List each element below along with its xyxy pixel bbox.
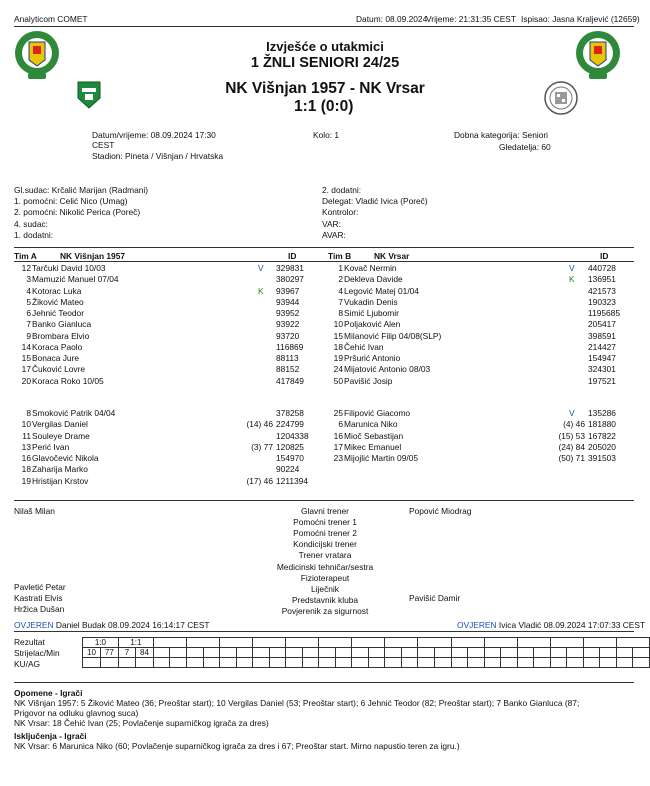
score-cell: 1:0 [83, 638, 119, 648]
cards-cell [385, 658, 402, 668]
cards-cell [302, 658, 319, 668]
player-name: Smoković Patrik 04/04 [32, 408, 116, 418]
player-number: 25 [333, 408, 343, 418]
player-name: Filipović Giacomo [344, 408, 411, 418]
expulsions-title: Isključenja - Igrači [14, 731, 87, 741]
cards-cell [286, 658, 303, 668]
player-substitution: (3) 77 [251, 441, 273, 452]
player-id: 380297 [276, 274, 304, 285]
scorer-cell [269, 648, 286, 658]
player-id: 1195685 [588, 308, 620, 318]
official-left-1: 1. pomoćni: Celić Nico (Umag) [14, 196, 128, 207]
cards-cell [567, 658, 584, 668]
scorer-cell [517, 648, 534, 658]
result-grid-row [83, 658, 650, 668]
print-date: Datum: 08.09.2024 [356, 14, 428, 24]
player-substitution: (4) 46 [563, 419, 585, 430]
cards-cell [434, 658, 451, 668]
cards-cell [220, 658, 237, 668]
cards-cell [616, 658, 633, 668]
score-cell [451, 638, 484, 648]
staff-role: Glavni trener [301, 506, 349, 516]
player-number: 17 [333, 441, 343, 452]
scorer-cell [170, 648, 187, 658]
player-name: Milanović Filip 04/08(SLP) [344, 330, 442, 341]
player-role-mark: K [569, 274, 575, 285]
player-id: 88113 [276, 353, 299, 363]
score-cell [418, 638, 451, 648]
player-number: 1 [338, 263, 343, 273]
header-divider [14, 26, 634, 27]
player-name: Tarčuki David 10/03 [32, 263, 106, 273]
competition-title: 1 ŽNLI SENIORI 24/25 [250, 55, 400, 71]
player-id: 214427 [588, 341, 616, 352]
player-number: 16 [21, 453, 31, 463]
score-cell [550, 638, 583, 648]
player-number: 11 [22, 430, 31, 441]
cards-cell [534, 658, 551, 668]
cards-cell [253, 658, 270, 668]
score-cell [616, 638, 649, 648]
score-cell [319, 638, 352, 648]
official-right-4: AVAR: [322, 229, 346, 240]
player-number: 6 [338, 419, 343, 430]
scorer-cell [600, 648, 617, 658]
cards-cell [418, 658, 435, 668]
cards-cell [335, 658, 352, 668]
print-time: Vrijeme: 21:31:35 CEST [426, 14, 516, 24]
result-grid-row [83, 638, 650, 648]
player-id: 135286 [588, 408, 616, 418]
score-cell [187, 638, 220, 648]
scorer-cell [203, 648, 220, 658]
scorer-cell [534, 648, 551, 658]
player-id: 88152 [276, 364, 300, 375]
cards-cell [319, 658, 336, 668]
cards-cell [83, 658, 101, 668]
cards-cell [269, 658, 286, 668]
player-number: 7 [26, 319, 31, 330]
team-a-head-coach: Nilaš Milan [14, 506, 55, 516]
score-cell [484, 638, 517, 648]
official-left-2: 2. pomoćni: Nikolić Perica (Poreč) [14, 207, 141, 218]
official-left-0: Gl.sudac: Krčalić Marijan (Radmani) [14, 185, 149, 195]
scorer-cell [220, 648, 237, 658]
player-number: 19 [333, 353, 343, 363]
cards-cell [401, 658, 418, 668]
player-number: 8 [26, 408, 31, 418]
cards-cell [583, 658, 600, 668]
scorer-cell [468, 648, 485, 658]
player-role-mark: V [258, 263, 264, 273]
cards-cell [600, 658, 617, 668]
staff-role: Pomoćni trener 2 [293, 528, 357, 539]
cards-cell [451, 658, 468, 668]
team-b-verified [457, 620, 645, 630]
score-cell [153, 638, 186, 648]
verified-text-a: Daniel Budak 08.09.2024 16:14:17 CEST [55, 620, 210, 630]
player-id: 391503 [588, 453, 616, 463]
player-id: 190323 [588, 296, 616, 307]
player-id: 197521 [588, 375, 616, 386]
printed-by: Ispisao: Jasna Kraljević (12659) [521, 14, 640, 24]
player-id: 205417 [588, 319, 616, 330]
cards-cell [501, 658, 518, 668]
scorer-cell [451, 648, 468, 658]
player-substitution: (50) 71 [558, 453, 585, 463]
player-id: 93944 [276, 296, 300, 307]
score-cell [385, 638, 418, 648]
player-id: 90224 [276, 464, 300, 475]
staff-role: Predstavnik kluba [291, 594, 359, 605]
cards-cell [468, 658, 485, 668]
player-number: 5 [26, 296, 31, 307]
player-id: 205020 [588, 441, 616, 452]
player-name: Poljaković Alen [344, 319, 401, 330]
cards-cell [633, 658, 650, 668]
team-b-label: Tim B [328, 251, 352, 261]
player-number: 15 [21, 353, 31, 363]
player-role-mark: K [258, 285, 264, 296]
expulsion-line: NK Vrsar: 6 Marunica Niko (60; Povlačenje suparničkog igrača za dres i 67; Preoštar start. Mirno napustio teren za igru.) [14, 741, 460, 751]
player-name: Kovač Nermin [344, 263, 397, 273]
player-number: 8 [338, 308, 343, 318]
cards-cell [118, 658, 135, 668]
result-grid-row [83, 648, 650, 658]
official-right-0: 2. dodatni: [322, 185, 362, 195]
player-name: Simić Ljubomir [344, 308, 399, 318]
team-a-doctor: Pavletić Petar [14, 582, 66, 592]
team-a-verified [14, 620, 210, 630]
scorer-cell [335, 648, 352, 658]
player-name: Mijatović Antonio 08/03 [344, 364, 431, 375]
grid-label-result: Rezultat [14, 637, 45, 647]
player-number: 18 [21, 464, 31, 475]
cards-cell [236, 658, 253, 668]
player-id: 224799 [276, 419, 304, 430]
score-cell [220, 638, 253, 648]
cards-cell [187, 658, 204, 668]
official-left-4: 1. dodatni: [14, 229, 54, 240]
scorer-cell: 7 [118, 648, 135, 658]
player-number: 50 [333, 375, 343, 386]
scorer-cell [368, 648, 385, 658]
caution-line: Prigovor na odluku glavnog suca) [14, 708, 139, 718]
match-stadium: Stadion: Pineta / Višnjan / Hrvatska [92, 151, 224, 161]
scorer-cell [153, 648, 170, 658]
verified-divider [14, 631, 634, 632]
player-number: 2 [338, 274, 343, 285]
official-left-3: 4. sudac: [14, 218, 48, 229]
player-number: 10 [333, 319, 343, 330]
player-number: 6 [26, 308, 31, 318]
match-datetime: Datum/vrijeme: 08.09.2024 17:30 [92, 130, 216, 140]
cards-cell [100, 658, 118, 668]
staff-role: Kondicijski trener [293, 539, 357, 550]
player-substitution: (14) 46 [246, 419, 273, 430]
scorer-cell [501, 648, 518, 658]
grid-label-cards: KU/AG [14, 659, 41, 669]
player-name: Hristijan Krstov [32, 475, 89, 486]
scorer-cell [434, 648, 451, 658]
player-name: Perić Ivan [32, 441, 70, 452]
team-a-club-rep: Kastrati Elvis [14, 593, 63, 603]
player-role-mark: V [569, 263, 575, 273]
scorer-cell [418, 648, 435, 658]
player-id: 116869 [276, 341, 304, 352]
player-substitution: (17) 46 [246, 475, 273, 486]
official-right-3: VAR: [322, 218, 341, 229]
report-title: Izvješće o utakmici [266, 39, 384, 54]
scorer-cell: 77 [100, 648, 118, 658]
age-category: Dobna kategorija: Seniori [454, 130, 549, 140]
player-number: 4 [26, 285, 31, 296]
official-right-2: Kontrolor: [322, 207, 359, 218]
player-id: 1211394 [276, 475, 308, 486]
player-name: Glavočević Nikola [32, 453, 99, 463]
player-id: 154947 [588, 353, 616, 363]
player-name: Mamuzić Manuel 07/04 [32, 274, 119, 285]
staff-role: Povjerenik za sigurnost [281, 605, 369, 616]
player-substitution: (24) 84 [558, 441, 585, 452]
cards-cell [517, 658, 534, 668]
scorer-cell [567, 648, 584, 658]
team-a-label: Tim A [14, 251, 37, 261]
cards-cell [368, 658, 385, 668]
grid-label-scorer: Strijelac/Min [14, 648, 60, 658]
cards-cell [136, 658, 154, 668]
player-number: 9 [26, 330, 31, 341]
player-name: Pavišić Josip [344, 375, 393, 386]
player-name: Čehić Ivan [344, 341, 384, 352]
player-number: 24 [333, 364, 343, 375]
player-name: Pršurić Antonio [344, 353, 401, 363]
score-cell [352, 638, 385, 648]
player-name: Žiković Mateo [32, 296, 84, 307]
player-name: Čuković Lovre [32, 364, 86, 375]
player-id: 136951 [588, 274, 616, 285]
player-name: Koraca Paolo [32, 341, 83, 352]
player-name: Legović Matej 01/04 [344, 285, 419, 296]
team-b-id-header: ID [600, 251, 609, 261]
cards-cell [550, 658, 567, 668]
player-number: 3 [26, 274, 31, 285]
cautions-title: Opomene - Igrači [14, 688, 83, 698]
player-id: 93720 [276, 330, 300, 341]
player-id: 167822 [588, 430, 616, 441]
staff-role: Fizioterapeut [300, 572, 350, 583]
player-number: 23 [333, 453, 343, 463]
player-number: 18 [333, 341, 343, 352]
staff-role: Medicinski tehničar/sestra [276, 561, 374, 572]
scorer-cell [286, 648, 303, 658]
player-number: 7 [338, 296, 343, 307]
score-cell [253, 638, 286, 648]
player-id: 154970 [276, 453, 304, 463]
cards-cell [153, 658, 170, 668]
player-id: 93922 [276, 319, 300, 330]
match-round: Kolo: 1 [313, 130, 340, 140]
scorer-cell [633, 648, 650, 658]
verified-text-b: Ivica Vladić 08.09.2024 17:07:33 CEST [498, 620, 646, 630]
team-a-security: Hržica Dušan [14, 604, 65, 614]
player-id: 378258 [276, 408, 304, 418]
scorer-cell [550, 648, 567, 658]
scorer-cell [319, 648, 336, 658]
player-id: 398591 [588, 330, 616, 341]
staff-role: Liječnik [311, 583, 339, 594]
scorer-cell: 84 [136, 648, 154, 658]
player-number: 19 [21, 475, 31, 486]
player-name: Brombara Elvio [32, 330, 90, 341]
player-name: Kotorac Luka [32, 285, 82, 296]
caution-line: NK Višnjan 1957: 5 Žiković Mateo (36; Preoštar start); 10 Vergilas Daniel (53; Preoštar start); 6 Jehnić Teodor (82; Preoštar start); 7 Banko Gianluca (87; [14, 698, 580, 708]
player-role-mark: V [569, 408, 575, 418]
team-b-head-coach: Popović Miodrag [409, 506, 472, 516]
player-name: Marunica Niko [344, 419, 398, 430]
staff-role: Pomoćni trener 1 [293, 517, 357, 528]
scorer-cell [484, 648, 501, 658]
cards-cell [352, 658, 369, 668]
player-id: 324301 [588, 364, 616, 375]
staff-role: Trener vratara [298, 550, 352, 561]
scorer-cell [352, 648, 369, 658]
spectators: Gledatelja: 60 [499, 142, 551, 152]
player-id: 93967 [276, 285, 300, 296]
scorer-cell: 10 [83, 648, 101, 658]
scorer-cell [187, 648, 204, 658]
player-name: Mikec Emanuel [344, 441, 402, 452]
player-id: 440728 [588, 263, 616, 273]
player-number: 16 [333, 430, 343, 441]
player-name: Mioč Sebastijan [344, 430, 404, 441]
scorer-cell [302, 648, 319, 658]
scorer-cell [385, 648, 402, 658]
scorer-cell [253, 648, 270, 658]
player-name: Vukadin Denis [344, 296, 398, 307]
team-a-id-header: ID [288, 251, 297, 261]
player-name: Koraca Roko 10/05 [32, 375, 104, 386]
player-id: 181880 [588, 419, 616, 430]
result-grid [82, 637, 650, 668]
player-number: 15 [333, 330, 343, 341]
player-number: 14 [21, 341, 31, 352]
score-cell [517, 638, 550, 648]
player-name: Bonaca Jure [32, 353, 80, 363]
verified-label-a: OVJEREN [14, 620, 54, 630]
official-right-1: Delegat: Vladić Ivica (Poreč) [322, 196, 428, 207]
player-number: 17 [21, 364, 31, 375]
scorer-cell [236, 648, 253, 658]
scorer-cell [583, 648, 600, 658]
match-score: 1:1 (0:0) [294, 98, 354, 115]
player-name: Mijojlić Martin 09/05 [344, 453, 419, 463]
player-number: 12 [21, 263, 31, 273]
match-title: NK Višnjan 1957 - NK Vrsar [225, 80, 425, 97]
player-name: Dekleva Davide [344, 274, 403, 285]
player-number: 10 [21, 419, 31, 430]
teams-divider-top [14, 247, 634, 248]
grid-divider [14, 682, 634, 683]
cards-cell [170, 658, 187, 668]
match-timezone: CEST [92, 140, 115, 150]
team-b-name: NK Vrsar [374, 251, 410, 261]
app-name: Analyticom COMET [14, 14, 88, 24]
score-cell [583, 638, 616, 648]
player-name: Vergilas Daniel [32, 419, 88, 430]
cards-cell [203, 658, 220, 668]
player-id: 329831 [276, 263, 304, 273]
player-id: 417849 [276, 375, 304, 386]
player-substitution: (15) 53 [558, 430, 585, 441]
staff-divider [14, 500, 634, 501]
scorer-cell [401, 648, 418, 658]
player-name: Banko Gianluca [32, 319, 92, 330]
player-number: 13 [21, 441, 31, 452]
team-b-club-rep: Pavišić Damir [409, 593, 461, 603]
scorer-cell [616, 648, 633, 658]
player-number: 4 [338, 285, 343, 296]
verified-label-b: OVJEREN [457, 620, 497, 630]
player-id: 93952 [276, 308, 300, 318]
caution-line: NK Vrsar: 18 Čehić Ivan (25; Povlačenje suparničkog igrača za dres) [14, 718, 269, 728]
score-cell [286, 638, 319, 648]
player-id: 1204338 [276, 430, 309, 441]
score-cell: 1:1 [118, 638, 153, 648]
cards-cell [484, 658, 501, 668]
player-name: Zaharija Marko [32, 464, 88, 475]
player-id: 120825 [276, 441, 304, 452]
player-name: Souleye Drame [32, 430, 90, 441]
player-number: 20 [21, 375, 31, 386]
player-name: Jehnić Teodor [32, 308, 84, 318]
teams-divider-bottom [14, 261, 634, 262]
team-a-name: NK Višnjan 1957 [60, 251, 126, 261]
player-id: 421573 [588, 285, 616, 296]
